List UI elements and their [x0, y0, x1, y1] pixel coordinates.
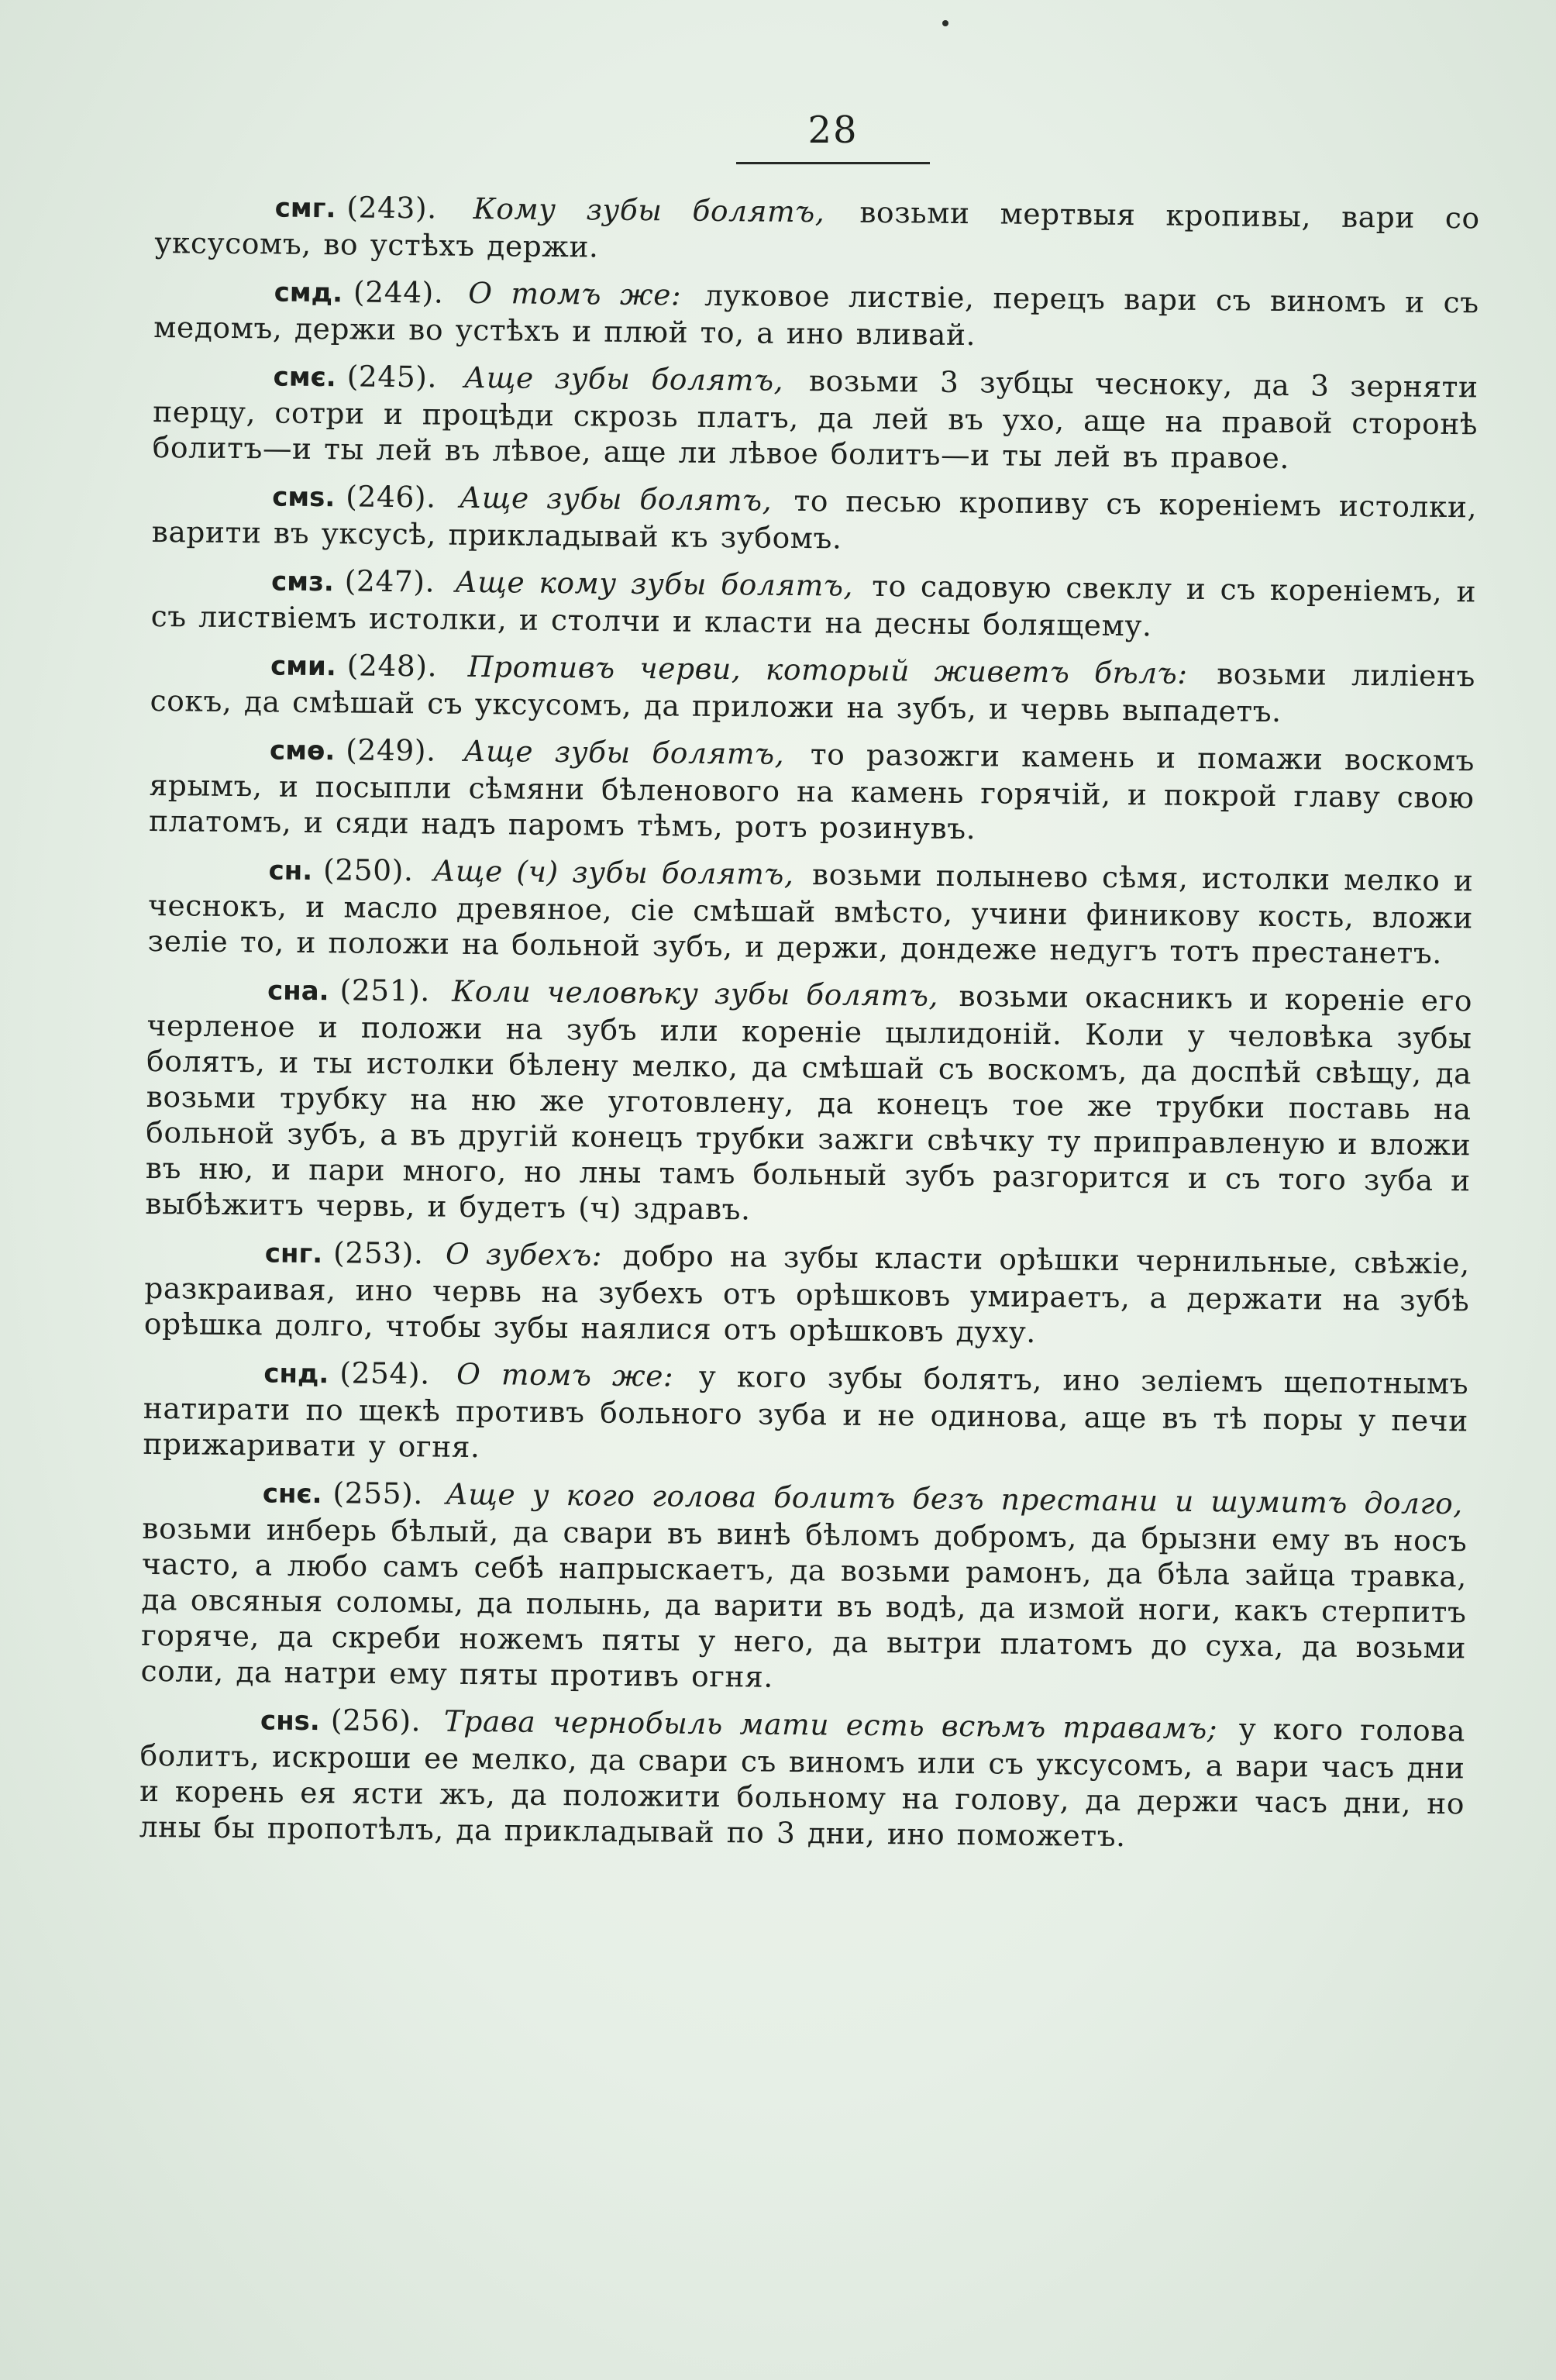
entry-text: возьми окасникъ и кореніе его черленое и положи на зубъ или кореніе цылидоній. Коли у человѣка зубы болятъ, и ты истолки бѣлену мелко, да смѣшай съ воскомъ, да доспѣй свѣщу, да возьми трубку на ню же уготовлену, да конецъ тое же трубки поставь на больной зубъ, а въ другій конецъ трубки зажги свѣчку ту приправленую и вложи въ ню, и пари много, но лны тамъ больный зубъ разгорится и съ того зуба и выбѣжитъ червь, и будетъ (ч) здравъ. — [145, 979, 1473, 1227]
entry-number: смѳ. — [269, 735, 336, 767]
page-number-rule — [736, 162, 930, 164]
page-number: 28 — [807, 108, 859, 152]
entry-text: то разожги камень и помажи воскомъ ярымъ, и посыпли сѣмяни бѣленового на камень горячій, и покрой главу свою платомъ, и сяди надъ паромъ тѣмъ, ротъ розинувъ. — [148, 737, 1475, 846]
entry-title: О томъ же: — [456, 1356, 674, 1393]
entry-number: сн. — [268, 855, 313, 887]
entry-text: у кого зубы болятъ, ино зеліемъ щепотнымъ натирати по щекѣ противъ больного зуба и не одинова, аще въ тѣ поры у печи прижаривати у огня. — [143, 1359, 1469, 1465]
entry-title: Кому зубы болятъ, — [473, 191, 825, 229]
entry-title: Аще у кого голова болитъ безъ престани и шумитъ долго, — [446, 1476, 1463, 1521]
entry-title: О зубехъ: — [445, 1236, 603, 1273]
entry-244 — [153, 272, 1479, 357]
entry-256 — [139, 1700, 1465, 1857]
entry-248 — [150, 646, 1475, 731]
entry-255 — [140, 1473, 1468, 1701]
entry-reference: (248). — [346, 648, 438, 684]
entry-text: возьми 3 зубцы чесноку, да 3 зерняти перцу, сотри и процѣди скрозь платъ, да лей въ ухо, аще на правой сторонѣ болитъ—и ты лей въ лѣвое, аще ли лѣвое болитъ—и ты лей въ правое. — [152, 363, 1479, 476]
entry-reference: (243). — [346, 190, 437, 226]
entry-title: Аще зубы болятъ, — [459, 480, 773, 518]
entry-text: луковое листвіе, перецъ вари съ виномъ и съ медомъ, держи во устѣхъ и плюй то, а ино вливай. — [153, 277, 1479, 353]
entry-title: Аще зубы болятъ, — [463, 733, 785, 771]
entry-number: смд. — [274, 277, 343, 309]
entry-text: у кого голова болитъ, искроши ее мелко, да свари съ виномъ или съ уксусомъ, а вари часъ дни и корень ея ясти жъ, да положити больному на голову, да держи часъ дни, но лны бы пропотѣлъ, да прикладывай по 3 дни, ино поможетъ. — [139, 1711, 1466, 1854]
entry-246 — [152, 477, 1478, 562]
entry-number: смг. — [274, 192, 336, 225]
entry-number: смѕ. — [271, 481, 336, 514]
entry-250 — [147, 850, 1473, 971]
entry-251 — [145, 970, 1472, 1234]
entry-number: сна. — [267, 975, 329, 1007]
entry-245 — [153, 356, 1479, 477]
entry-reference: (251). — [339, 973, 431, 1008]
entry-reference: (250). — [322, 852, 414, 888]
entry-text: то песью кропиву съ кореніемъ истолки, варити въ уксусѣ, прикладывай къ зубомъ. — [151, 483, 1478, 556]
entry-number: снє. — [262, 1478, 322, 1510]
entry-number: сми. — [270, 650, 336, 683]
entry-reference: (256). — [330, 1703, 422, 1738]
entry-reference: (254). — [339, 1355, 430, 1391]
entry-number: снг. — [264, 1238, 323, 1270]
entry-title: Аще зубы болятъ, — [463, 360, 784, 398]
entry-title: О томъ же: — [468, 275, 682, 312]
entry-reference: (246). — [346, 479, 436, 515]
entry-reference: (244). — [353, 274, 444, 310]
entry-title: Аще (ч) зубы болятъ, — [432, 853, 794, 891]
entry-number: смє. — [273, 361, 336, 394]
entry-number: снѕ. — [260, 1705, 321, 1738]
entry-title: Аще кому зубы болятъ, — [455, 564, 854, 603]
entry-reference: (245). — [346, 359, 438, 394]
entry-text: возьми инберь бѣлый, да свари въ винѣ бѣломъ добромъ, да брызни ему въ носъ часто, а любо самъ себѣ напрыскаетъ, да возьми рамонъ, да бѣла зайца травка, да овсяныя соломы, да полынь, да варити въ водѣ, да измой ноги, какъ стерпитъ горяче, да скреби ножемъ пяты у него, да вытри платомъ до суха, да возьми соли, да натри ему пяты противъ огня. — [140, 1510, 1468, 1694]
entry-title: Противъ черви, который живетъ бѣлъ: — [467, 649, 1188, 691]
entry-247 — [150, 561, 1476, 646]
entry-text: возьми лиліенъ сокъ, да смѣшай съ уксусомъ, да приложи на зубъ, и червь выпадетъ. — [150, 656, 1476, 728]
entry-title: Коли человѣку зубы болятъ, — [452, 973, 939, 1013]
entry-243 — [154, 188, 1480, 273]
entry-number: смз. — [270, 566, 334, 598]
entry-reference: (249). — [346, 732, 436, 768]
entry-number: снд. — [263, 1358, 329, 1390]
entry-reference: (247). — [344, 563, 435, 599]
entries-list — [139, 188, 1480, 1869]
entry-254 — [143, 1353, 1468, 1474]
entry-text: возьми мертвыя кропивы, вари со уксусомъ, во устѣхъ держи. — [154, 195, 1480, 264]
entry-text: то садовую свеклу и съ кореніемъ, и съ листвіемъ истолки, и столчи и класти на десны болящему. — [150, 568, 1477, 643]
entry-reference: (253). — [332, 1235, 424, 1271]
entry-text: добро на зубы класти орѣшки чернильные, свѣжіе, разкраивая, ино червь на зубехъ отъ орѣшковъ умираетъ, а держати на зубѣ орѣшка долго, чтобы зубы наялися отъ орѣшковъ духу. — [143, 1238, 1470, 1349]
entry-253 — [144, 1233, 1470, 1354]
ink-dot — [942, 20, 948, 26]
entry-reference: (255). — [332, 1476, 424, 1511]
entry-249 — [149, 730, 1475, 851]
entry-title: Трава чернобыль мати есть всѣмъ травамъ; — [443, 1703, 1218, 1746]
entry-text: возьми полынево сѣмя, истолки мелко и чеснокъ, и масло древяное, сіе смѣшай вмѣсто, учини финикову кость, вложи зеліе то, и положи на больной зубъ, и держи, дондеже недугъ тотъ престанетъ. — [147, 857, 1474, 970]
